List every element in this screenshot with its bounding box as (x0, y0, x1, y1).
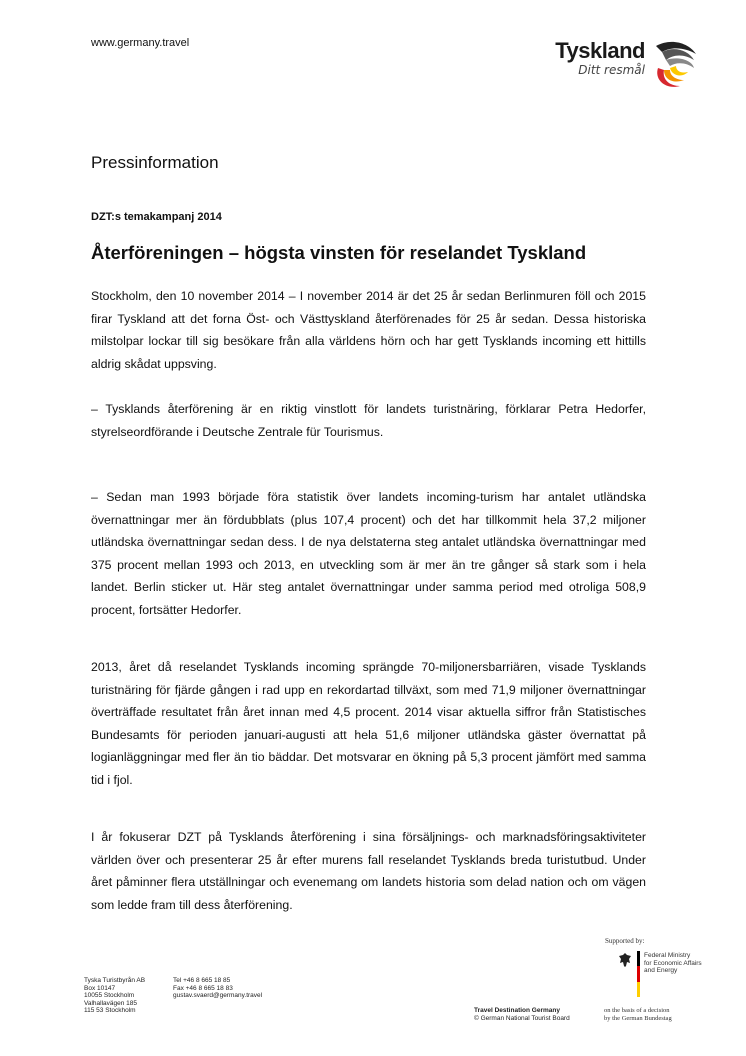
address-line: Box 10147 (84, 984, 116, 992)
paragraph-intro: Stockholm, den 10 november 2014 – I november 2014 är det 25 år sedan Berlinmuren föll och 2015 firar Tyskland att det forna Öst- och Västtyskland återförenades för 25 år sedan. Dessa historiska milstolpar lockar till sig besökare från alla världens hörn och har gett Tysklands incoming ett hittills aldrig skådat uppsving. (91, 289, 646, 371)
tyskland-logo-icon (648, 38, 700, 90)
logo-title: Tyskland (555, 38, 645, 63)
basis-line: on the basis of a decision (604, 1007, 670, 1014)
ministry-line: and Energy (644, 967, 678, 974)
email-link[interactable]: gustav.svaerd@germany.travel (173, 992, 263, 1000)
federal-eagle-icon (618, 952, 632, 968)
travel-title: Travel Destination Germany (474, 1007, 560, 1014)
address-line: Valhallavägen 185 (84, 999, 138, 1007)
address-line: 115 53 Stockholm (84, 1007, 136, 1015)
ministry-line: Federal Ministry (644, 952, 691, 959)
logo-subtitle: Ditt resmål (578, 63, 645, 77)
fax-number: Fax +46 8 665 18 83 (173, 984, 233, 992)
campaign-label: DZT:s temakampanj 2014 (91, 211, 222, 223)
website-url[interactable]: www.germany.travel (91, 37, 190, 49)
supported-by-label: Supported by: (605, 937, 645, 945)
travel-copyright: © German National Tourist Board (474, 1015, 570, 1022)
flag-stripe-red (637, 966, 640, 981)
basis-line: by the German Bundestag (604, 1015, 672, 1022)
paragraph-statistics: 2013, året då reselandet Tysklands incoming sprängde 70-miljonersbarriären, visade Tysklands turistnäring för fjärde gången i rad upp en rekordartad tillväxt, som med 71,9 miljoner övernattningar överträffade resultatet från året innan med 4,5 procent. 2014 visar aktuella siffror från Statistisches Bundesamts för perioden januari-augusti att hela 51,6 miljoner utländska gäster övernattat på logianläggningar med fler än tio bäddar. Det motsvarar en ökning på 5,3 procent jämfört med samma tid i fjol. (91, 660, 646, 787)
headline: Återföreningen – högsta vinsten för reselandet Tyskland (91, 242, 587, 263)
german-flag-bar (637, 951, 640, 997)
contact-details (173, 977, 262, 1000)
phone-number: Tel +46 8 665 18 85 (173, 977, 231, 984)
flag-stripe-gold (637, 982, 640, 997)
document-type: Pressinformation (91, 153, 219, 172)
address-line: Tyska Turistbyrån AB (84, 977, 146, 984)
paragraph-campaign: I år fokuserar DZT på Tysklands återförening i sina försäljnings- och marknadsföringsaktiviteter världen över och presenterar 25 år efter murens fall reselandet Tysklands breda turistutbud. Under året påminner flera utställningar och evenemang om landets historia som delad nation och om vägen som ledde fram till dess återförening. (91, 830, 646, 912)
ministry-name (644, 952, 702, 975)
brand-logo-text (548, 40, 645, 78)
flag-stripe-black (637, 951, 640, 966)
paragraph-quote-1: – Tysklands återförening är en riktig vinstlott för landets turistnäring, förklarar Petra Hedorfer, styrelseordförande i Deutsche Zentrale für Tourismus. (91, 402, 646, 439)
bundestag-decision (604, 1007, 672, 1023)
travel-destination-germany (474, 1007, 570, 1023)
address-line: 10055 Stockholm (84, 992, 135, 1000)
office-address (84, 977, 145, 1015)
ministry-line: for Economic Affairs (644, 959, 702, 967)
paragraph-quote-2: – Sedan man 1993 började föra statistik över landets incoming-turism har antalet utländska övernattningar mer än fördubblats (plus 107,4 procent) och det har tillkommit hela 37,2 miljoner utländska övernattningar sedan dess. I de nya delstaterna steg antalet utländska övernattningar med 375 procent mellan 1993 och 2013, en utveckling som är mer än tre gånger så stark som i hela landet. Berlin sticker ut. Här steg antalet övernattningar under samma period med otroliga 508,9 procent, fortsätter Hedorfer. (91, 490, 646, 617)
